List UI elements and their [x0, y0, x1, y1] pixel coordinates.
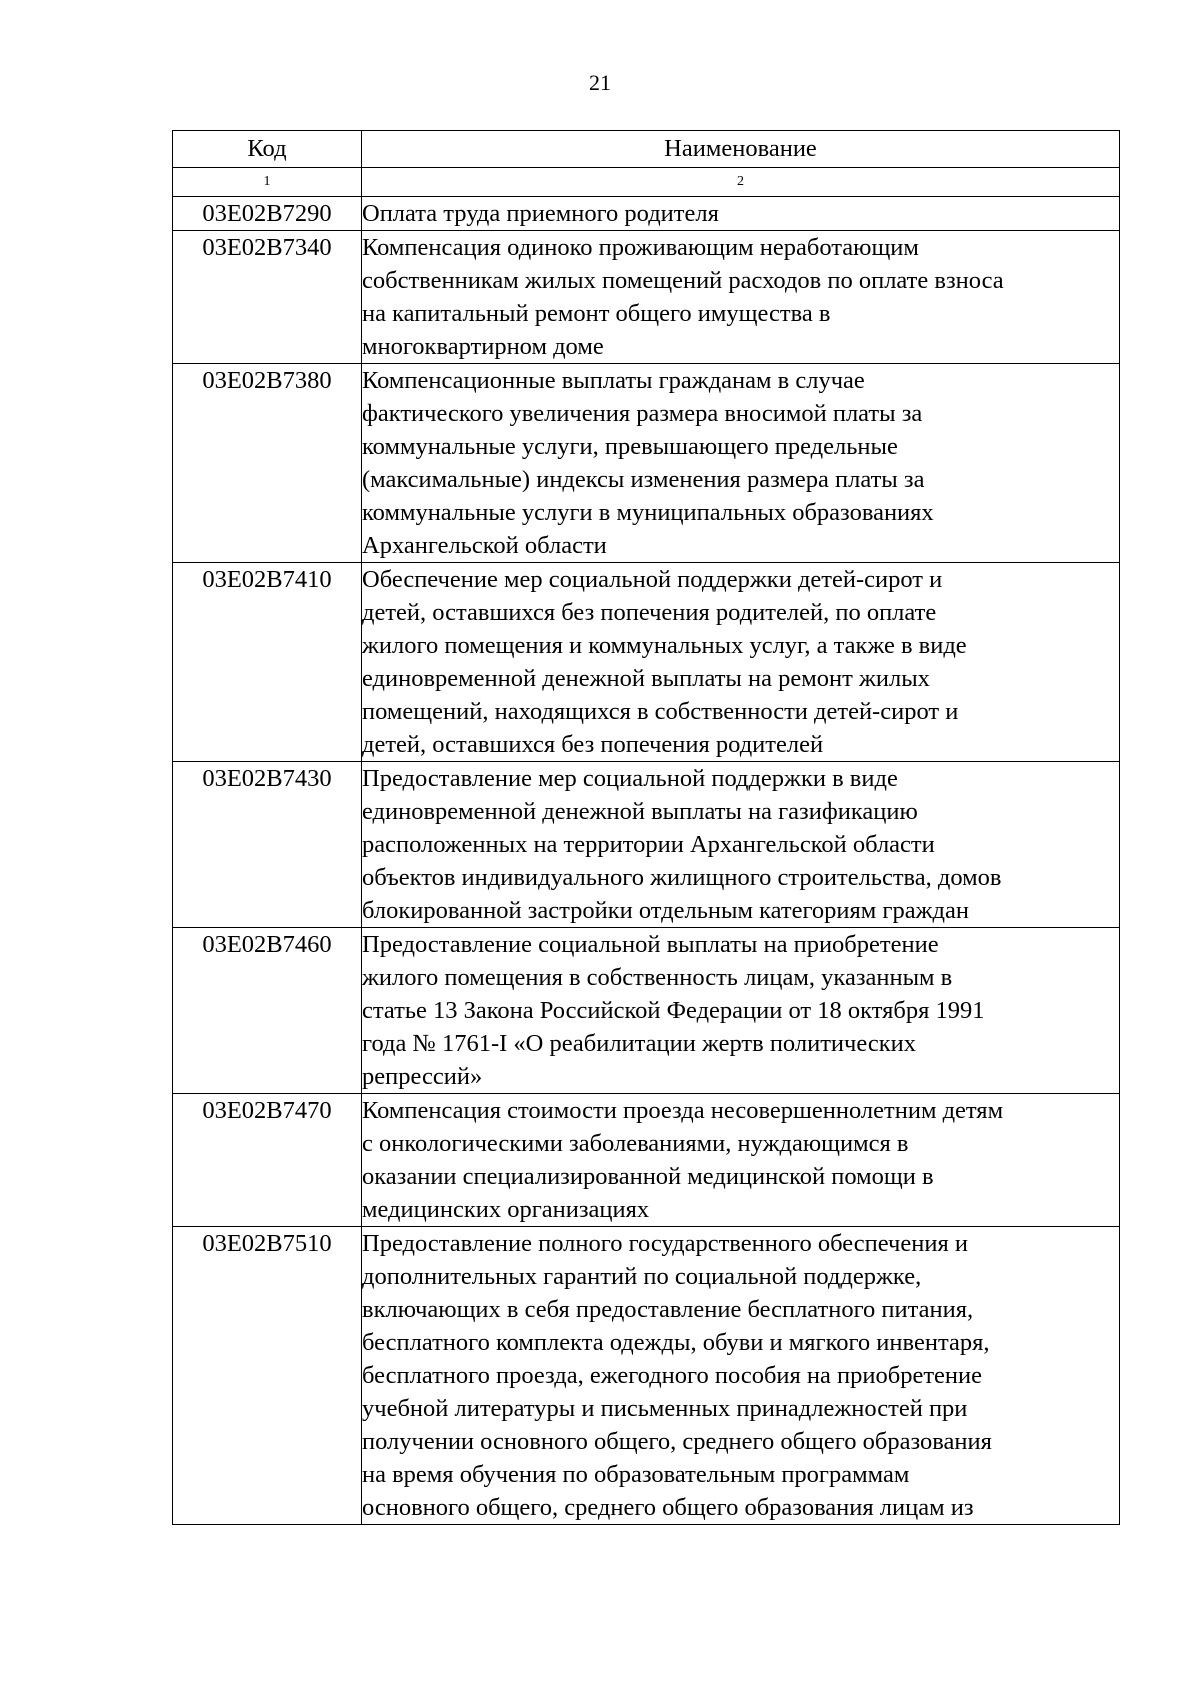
codes-table — [172, 130, 1120, 1525]
row-name-line: собственникам жилых помещений расходов по оплате взноса — [362, 267, 1004, 294]
header-code: Код — [173, 131, 362, 168]
row-name-line: Архангельской области — [362, 532, 607, 559]
column-number-2: 2 — [362, 168, 1120, 197]
row-name — [362, 928, 1120, 1094]
row-name-line: жилого помещения в собственность лицам, указанным в — [362, 964, 953, 991]
row-name-line: основного общего, среднего общего образования лицам из — [362, 1494, 974, 1521]
row-name-line: года № 1761-I «О реабилитации жертв политических — [362, 1030, 916, 1057]
row-name-line: Компенсация стоимости проезда несовершеннолетним детям — [362, 1097, 1004, 1124]
row-code: 03Е02В7430 — [173, 762, 362, 928]
header-name: Наименование — [362, 131, 1120, 168]
row-name — [362, 197, 1120, 231]
row-name — [362, 231, 1120, 364]
row-name-line: Компенсационные выплаты гражданам в случае — [362, 367, 865, 394]
row-name-line: детей, оставшихся без попечения родителей, по оплате — [362, 599, 937, 626]
row-name-line: фактического увеличения размера вносимой платы за — [362, 400, 923, 427]
row-code: 03Е02В7470 — [173, 1094, 362, 1227]
row-code: 03Е02В7290 — [173, 197, 362, 231]
page-number: 21 — [589, 70, 611, 95]
row-name — [362, 563, 1120, 762]
row-code: 03Е02В7510 — [173, 1227, 362, 1525]
row-name-line: блокированной застройки отдельным категориям граждан — [362, 897, 969, 924]
row-name-line: Компенсация одиноко проживающим неработающим — [362, 234, 919, 261]
table-row — [173, 762, 1120, 928]
row-code: 03Е02В7340 — [173, 231, 362, 364]
row-name — [362, 1227, 1120, 1525]
row-name-line: многоквартирном доме — [362, 333, 604, 360]
row-name-line: бесплатного комплекта одежды, обуви и мягкого инвентаря, — [362, 1329, 990, 1356]
row-name-line: Предоставление социальной выплаты на приобретение — [362, 931, 939, 958]
row-name-line: медицинских организациях — [362, 1196, 650, 1223]
row-name-line: Оплата труда приемного родителя — [362, 200, 719, 227]
table-row — [173, 928, 1120, 1094]
row-name-line: коммунальные услуги в муниципальных образованиях — [362, 499, 934, 526]
table-row — [173, 231, 1120, 364]
row-name-line: Предоставление мер социальной поддержки в виде — [362, 765, 898, 792]
row-code: 03Е02В7380 — [173, 364, 362, 563]
row-name-line: объектов индивидуального жилищного строительства, домов — [362, 864, 1002, 891]
row-name-line: помещений, находящихся в собственности детей-сирот и — [362, 698, 959, 725]
row-name-line: бесплатного проезда, ежегодного пособия на приобретение — [362, 1362, 983, 1389]
row-name-line: коммунальные услуги, превышающего предельные — [362, 433, 898, 460]
table-body — [173, 197, 1120, 1525]
row-name — [362, 762, 1120, 928]
row-name-line: репрессий» — [362, 1063, 483, 1090]
row-name-line: на капитальный ремонт общего имущества в — [362, 300, 831, 327]
row-name-line: статье 13 Закона Российской Федерации от 18 октября 1991 — [362, 997, 985, 1024]
table-row — [173, 364, 1120, 563]
row-name-line: Предоставление полного государственного обеспечения и — [362, 1230, 968, 1257]
row-name-line: получении основного общего, среднего общего образования — [362, 1428, 992, 1455]
row-name-line: единовременной денежной выплаты на ремонт жилых — [362, 665, 930, 692]
row-name-line: Обеспечение мер социальной поддержки детей-сирот и — [362, 566, 943, 593]
row-name-line: дополнительных гарантий по социальной поддержке, — [362, 1263, 922, 1290]
table-row — [173, 563, 1120, 762]
row-code: 03Е02В7460 — [173, 928, 362, 1094]
row-name-line: детей, оставшихся без попечения родителей — [362, 731, 824, 758]
row-name-line: оказании специализированной медицинской помощи в — [362, 1163, 934, 1190]
row-name-line: учебной литературы и письменных принадлежностей при — [362, 1395, 968, 1422]
table-header-row — [173, 131, 1120, 168]
row-name-line: жилого помещения и коммунальных услуг, а также в виде — [362, 632, 967, 659]
row-name-line: расположенных на территории Архангельской области — [362, 831, 935, 858]
table-row — [173, 1227, 1120, 1525]
row-name-line: включающих в себя предоставление бесплатного питания, — [362, 1296, 974, 1323]
row-code: 03Е02В7410 — [173, 563, 362, 762]
row-name — [362, 364, 1120, 563]
row-name — [362, 1094, 1120, 1227]
column-number-1: 1 — [173, 168, 362, 197]
row-name-line: с онкологическими заболеваниями, нуждающимся в — [362, 1130, 909, 1157]
column-number-row — [173, 168, 1120, 197]
row-name-line: (максимальные) индексы изменения размера платы за — [362, 466, 925, 493]
row-name-line: единовременной денежной выплаты на газификацию — [362, 798, 918, 825]
row-name-line: на время обучения по образовательным программам — [362, 1461, 910, 1488]
table-row — [173, 197, 1120, 231]
table-row — [173, 1094, 1120, 1227]
